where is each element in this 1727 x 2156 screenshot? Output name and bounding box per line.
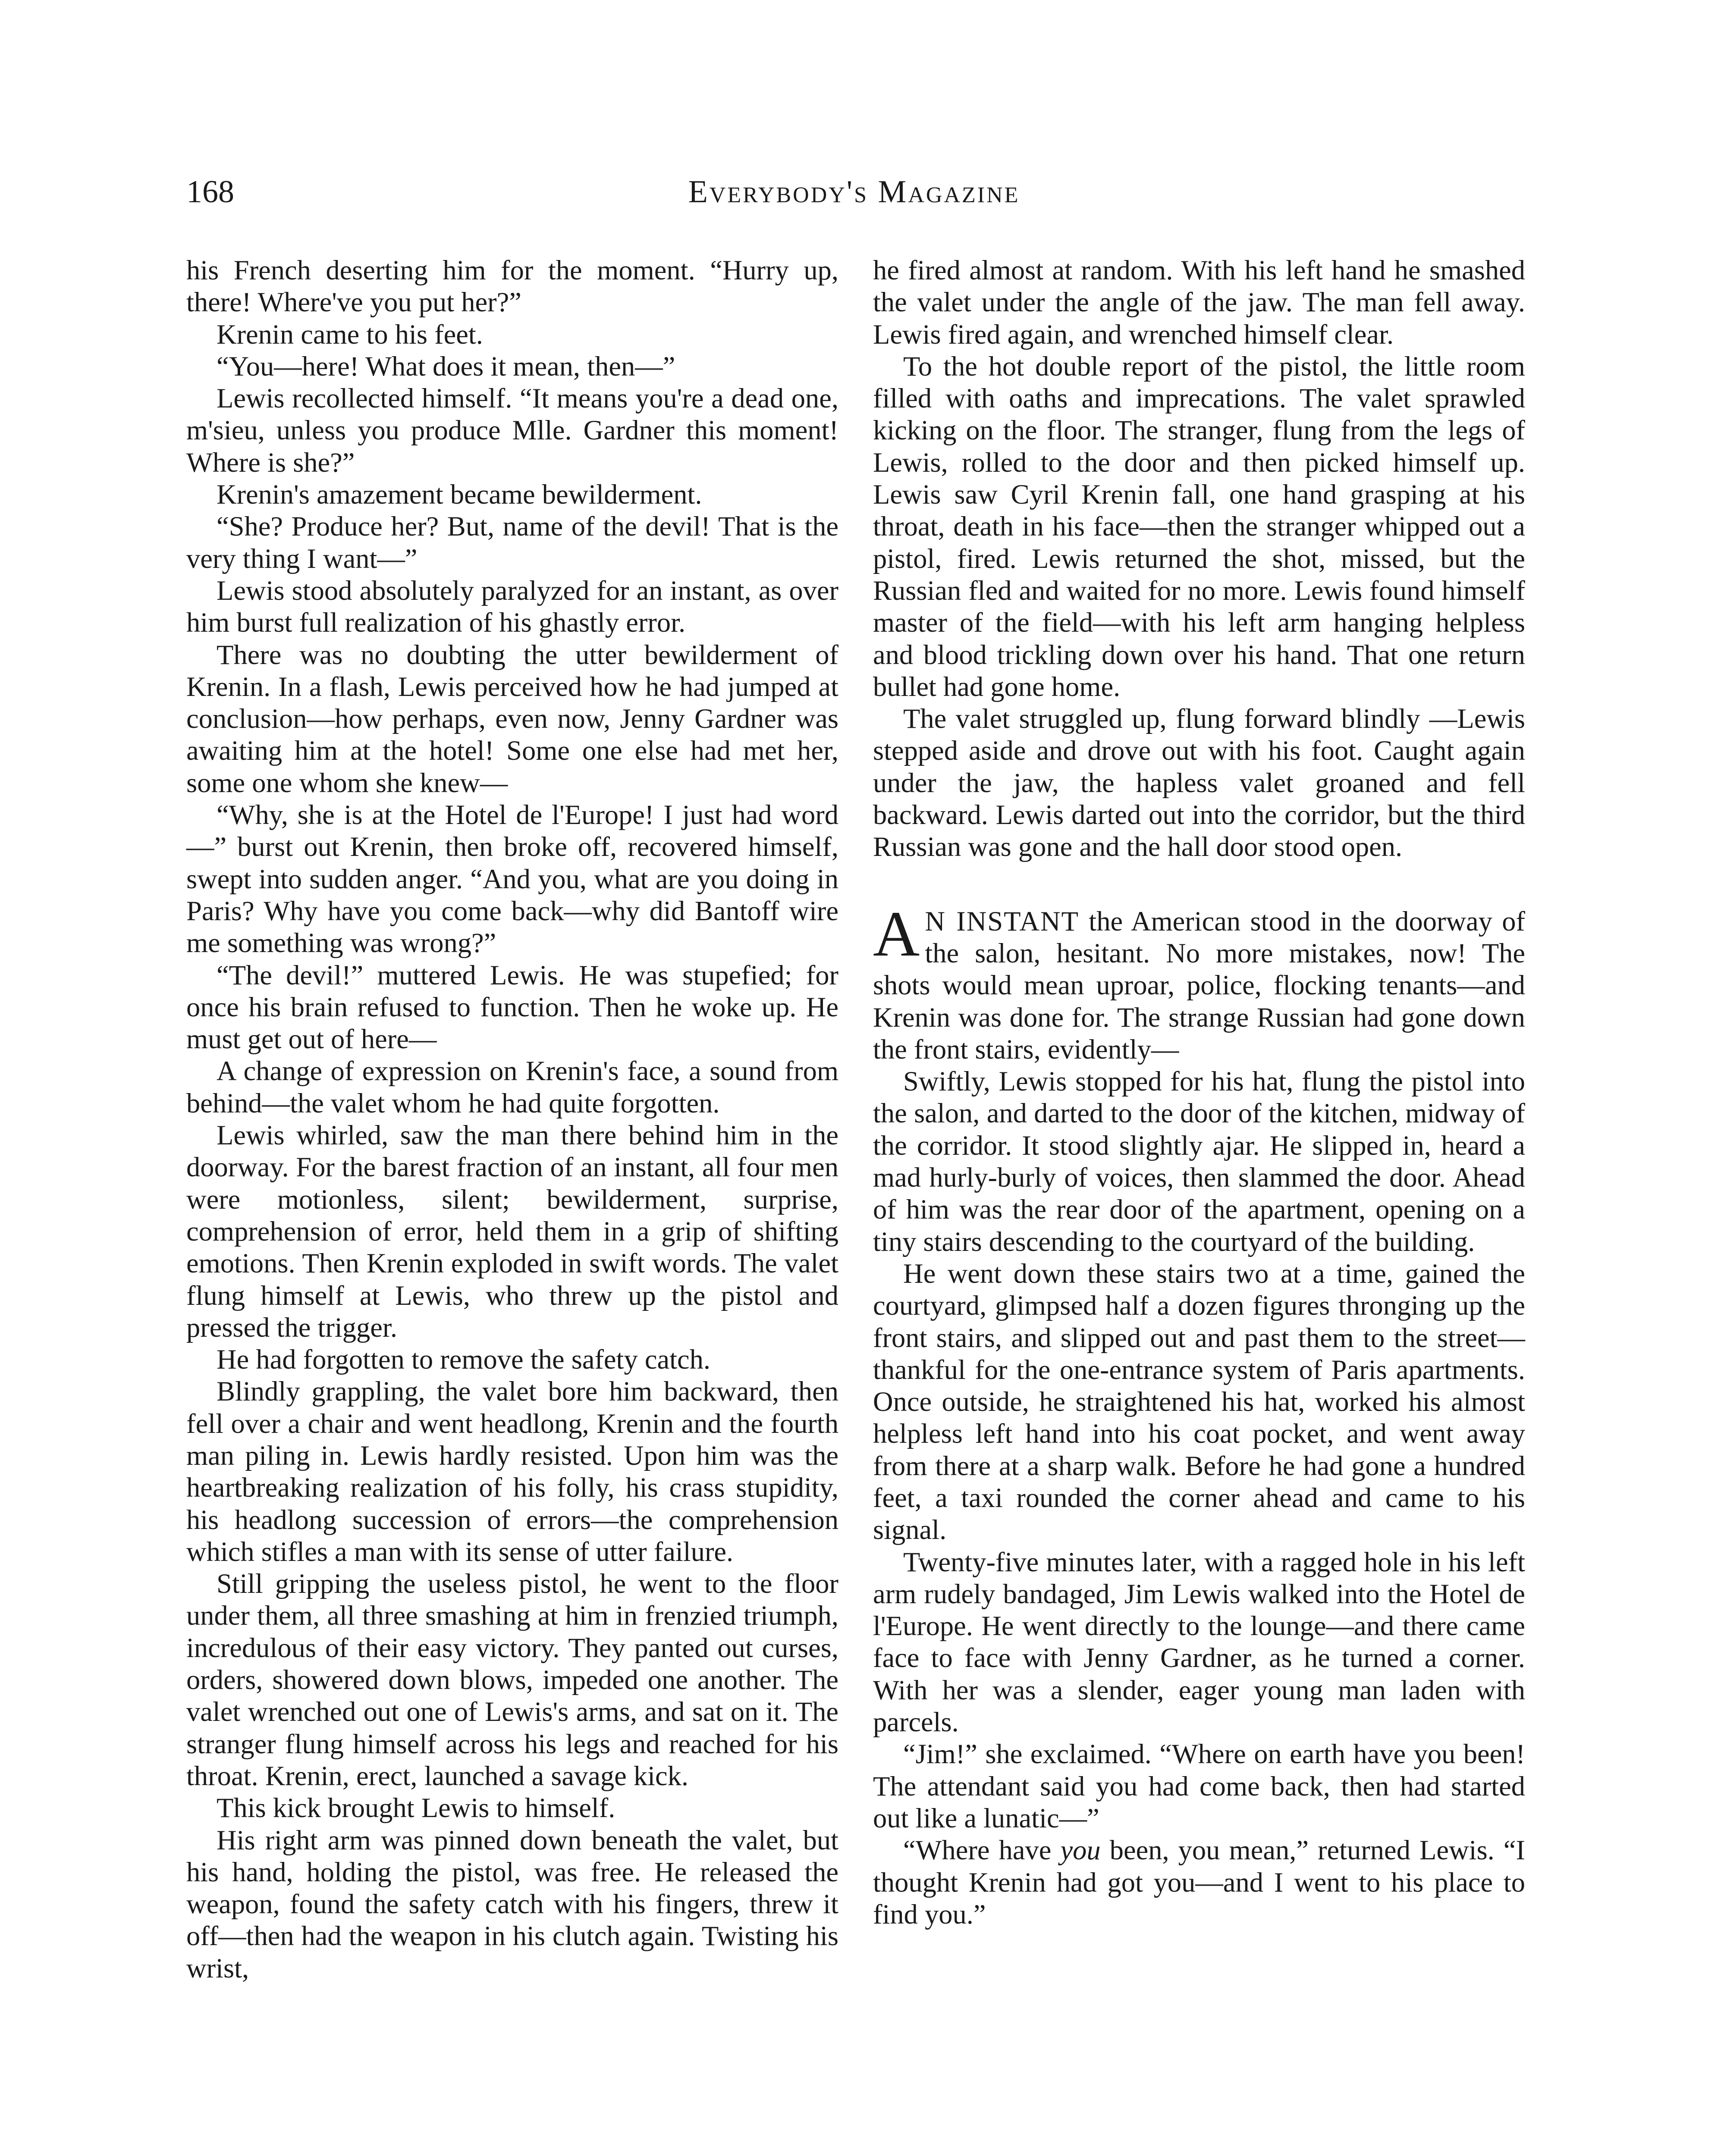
paragraph: Lewis recollected himself. “It means you're a dead one, m'sieu, unless you produce Mlle. Gardner this moment! Where is she?”: [186, 383, 838, 478]
paragraph-text: the American stood in the doorway of the salon, hesitant. No more mistakes, now! The shots would mean uproar, police, flocking tenants—and Krenin was done for. The strange Russian had gone down the front stairs, evidently—: [873, 906, 1525, 1065]
page-number: 168: [186, 174, 234, 210]
paragraph: “Why, she is at the Hotel de l'Europe! I just had word—” burst out Krenin, then broke off, recovered himself, swept into sudden anger. “And you, what are you doing in Paris? Why have you come back—why did Bantoff wire me something was wrong?”: [186, 799, 838, 959]
paragraph: Lewis stood absolutely paralyzed for an instant, as over him burst full realization of his ghastly error.: [186, 575, 838, 638]
paragraph: Swiftly, Lewis stopped for his hat, flung the pistol into the salon, and darted to the door of the kitchen, midway of the corridor. It stood slightly ajar. He slipped in, heard a mad hurly-burly of voices, then slammed the door. Ahead of him was the rear door of the apartment, opening on a tiny stairs descending to the courtyard of the building.: [873, 1066, 1525, 1257]
paragraph: To the hot double report of the pistol, the little room filled with oaths and imprecations. The valet sprawled kicking on the floor. The stranger, flung from the legs of Lewis, rolled to the door and then picked himself up. Lewis saw Cyril Krenin fall, one hand grasping at his throat, death in his face—then the stranger whipped out a pistol, fired. Lewis returned the shot, missed, but the Russian fled and waited for no more. Lewis found himself master of the field—with his left arm hanging helpless and blood trickling down over his hand. That one return bullet had gone home.: [873, 351, 1525, 702]
right-column: [873, 254, 1525, 1930]
paragraph: Blindly grappling, the valet bore him backward, then fell over a chair and went headlong, Krenin and the fourth man piling in. Lewis hardly resisted. Upon him was the heartbreaking realization of his folly, his crass stupidity, his headlong succession of errors—the comprehension which stifles a man with its sense of utter failure.: [186, 1376, 838, 1567]
paragraph: “You—here! What does it mean, then—”: [217, 351, 675, 382]
paragraph: Still gripping the useless pistol, he went to the floor under them, all three smashing at him in frenzied triumph, incredulous of their easy victory. They panted out curses, orders, showered down blows, impeded one another. The valet wrenched out one of Lewis's arms, and sat on it. The stranger flung himself across his legs and reached for his throat. Krenin, erect, launched a savage kick.: [186, 1568, 838, 1791]
small-caps-lead: N INSTANT: [925, 906, 1079, 937]
paragraph: “Jim!” she exclaimed. “Where on earth have you been! The attendant said you had come back, then had started out like a lunatic—”: [873, 1739, 1525, 1833]
paragraph-text: “Where have: [903, 1835, 1061, 1866]
paragraph: There was no doubting the utter bewilderment of Krenin. In a flash, Lewis perceived how he had jumped at conclusion—how perhaps, even now, Jenny Gardner was awaiting him at the hotel! Some one else had met her, some one whom she knew—: [186, 639, 838, 798]
paragraph: Twenty-five minutes later, with a ragged hole in his left arm rudely bandaged, Jim Lewis walked into the Hotel de l'Europe. He went directly to the lounge—and there came face to face with Jenny Gardner, as he turned a corner. With her was a slender, eager young man laden with parcels.: [873, 1546, 1525, 1738]
emphasis-text: you: [1060, 1835, 1101, 1866]
paragraph: This kick brought Lewis to himself.: [217, 1792, 615, 1824]
paragraph: Krenin's amazement became bewilderment.: [217, 479, 702, 510]
left-column: [186, 254, 838, 1984]
paragraph: “The devil!” muttered Lewis. He was stupefied; for once his brain refused to function. Then he woke up. He must get out of here—: [186, 959, 838, 1055]
paragraph-text: been, you mean,” returned Lewis. “I thought Krenin had got you—and I went to his place to find you.”: [873, 1835, 1525, 1930]
paragraph: Lewis whirled, saw the man there behind him in the doorway. For the barest fraction of an instant, all four men were motionless, silent; bewilderment, surprise, comprehension of error, held them in a grip of shifting emotions. Then Krenin exploded in swift words. The valet flung himself at Lewis, who threw up the pistol and pressed the trigger.: [186, 1120, 838, 1343]
drop-cap: A: [873, 898, 920, 970]
running-head: Everybody's Magazine: [688, 174, 1020, 210]
paragraph: His right arm was pinned down beneath the valet, but his hand, holding the pistol, was free. He released the weapon, found the safety catch with his fingers, threw it off—then had the weapon in his clutch again. Twisting his wrist,: [186, 1824, 838, 1984]
paragraph: “She? Produce her? But, name of the devil! That is the very thing I want—”: [186, 511, 838, 574]
paragraph: He went down these stairs two at a time, gained the courtyard, glimpsed half a dozen figures thronging up the front stairs, and slipped out and past them to the street—thankful for the one-entrance system of Paris apartments. Once outside, he straightened his hat, worked his almost helpless left hand into his coat pocket, and went away from there at a sharp walk. Before he had gone a hundred feet, a taxi rounded the corner ahead and came to his signal.: [873, 1258, 1525, 1545]
paragraph: He had forgotten to remove the safety catch.: [217, 1344, 711, 1375]
page-header: [0, 170, 1727, 226]
paragraph: A change of expression on Krenin's face, a sound from behind—the valet whom he had quite forgotten.: [186, 1056, 838, 1119]
final-paragraph: [873, 1834, 1525, 1930]
section-break: [873, 863, 1525, 906]
section-opening-paragraph: [873, 898, 1525, 1065]
paragraph: his French deserting him for the moment. “Hurry up, there! Where've you put her?”: [186, 255, 838, 318]
paragraph: The valet struggled up, flung forward blindly —Lewis stepped aside and drove out with his foot. Caught again under the jaw, the hapless valet groaned and fell backward. Lewis darted out into the corridor, but the third Russian was gone and the hall door stood open.: [873, 703, 1525, 862]
paragraph: Krenin came to his feet.: [217, 319, 483, 350]
paragraph: he fired almost at random. With his left hand he smashed the valet under the angle of the jaw. The man fell away. Lewis fired again, and wrenched himself clear.: [873, 255, 1525, 350]
